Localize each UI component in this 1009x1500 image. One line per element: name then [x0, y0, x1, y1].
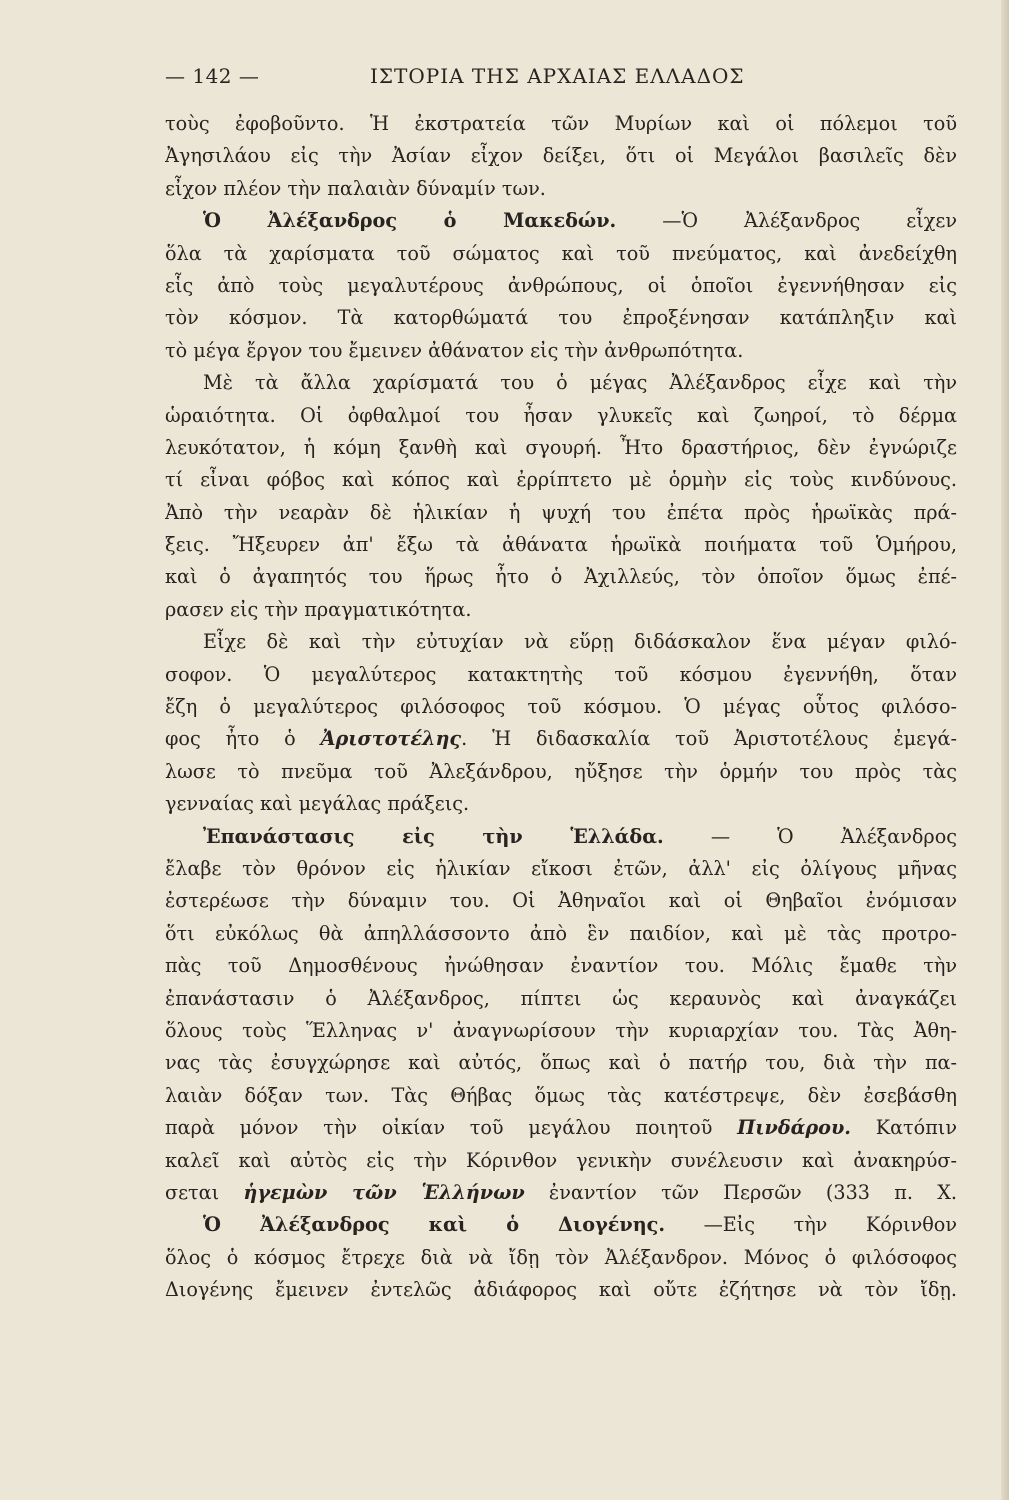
text-line: καλεῖ καὶ αὐτὸς εἰς τὴν Κόρινθον γενικὴν συνέλευσιν καὶ ἀνακηρύσ- — [165, 1148, 957, 1172]
running-title: ΙΣΤΟΡΙΑ ΤΗΣ ΑΡΧΑΙΑΣ ΕΛΛΑΔΟΣ — [370, 64, 745, 88]
text-line: Ἀγησιλάου εἰς τὴν Ἀσίαν εἶχον δείξει, ὅτι οἱ Μεγάλοι βασιλεῖς δὲν — [165, 144, 957, 168]
text-run: —Ὁ Ἀλέξανδρος εἶχεν — [662, 209, 957, 233]
section-heading: Ἐπανάστασις εἰς τὴν Ἑλλάδα. — [203, 824, 664, 848]
text-line: εἶχον πλέον τὴν παλαιὰν δύναμίν των. — [165, 176, 546, 200]
text-line: λωσε τὸ πνεῦμα τοῦ Ἀλεξάνδρου, ηὔξησε τὴν ὁρμήν του πρὸς τὰς — [165, 759, 957, 783]
text-line: ὅτι εὐκόλως θὰ ἀπηλλάσσοντο ἀπὸ ἓν παιδίον, καὶ μὲ τὰς προτρο- — [165, 921, 957, 945]
text-run: ἐναντίον τῶν Περσῶν (333 π. Χ. — [524, 1180, 957, 1204]
text-run: σεται — [165, 1180, 244, 1204]
section-line — [165, 821, 957, 853]
section-line — [165, 205, 957, 237]
text-line: γενναίας καὶ μεγάλας πράξεις. — [165, 792, 470, 816]
text-line — [165, 1177, 957, 1209]
text-run: —Εἰς τὴν Κόρινθον — [703, 1213, 957, 1237]
text-line: Διογένης ἔμεινεν ἐντελῶς ἀδιάφορος καὶ οὔτε ἐζήτησε νὰ τὸν ἴδῃ. — [165, 1278, 957, 1302]
text-line: Ἀπὸ τὴν νεαρὰν δὲ ἡλικίαν ἡ ψυχή του ἐπέτα πρὸς ἡρωϊκὰς πρά- — [165, 500, 957, 524]
text-line: τοὺς ἐφοβοῦντο. Ἡ ἐκστρατεία τῶν Μυρίων καὶ οἱ πόλεμοι τοῦ — [165, 112, 957, 135]
page-number: — 142 — — [165, 64, 260, 88]
section-line — [165, 1209, 957, 1241]
text-line: τί εἶναι φόβος καὶ κόπος καὶ ἐρρίπτετο μὲ ὁρμὴν εἰς τοὺς κινδύνους. — [165, 468, 957, 492]
text-line: ὅλα τὰ χαρίσματα τοῦ σώματος καὶ τοῦ πνεύματος, καὶ ἀνεδείχθη — [165, 241, 957, 265]
emphasized-name: Πινδάρου. — [737, 1116, 851, 1140]
text-line: τὸν κόσμον. Τὰ κατορθώματά του ἐπροξένησαν κατάπληξιν καὶ — [165, 306, 957, 330]
text-run: φος ἦτο ὁ — [165, 727, 321, 751]
section-heading: Ὁ Ἀλέξανδρος ὁ Μακεδών. — [203, 209, 617, 233]
text-line: τὸ μέγα ἔργον του ἔμεινεν ἀθάνατον εἰς τὴν ἀνθρωπότητα. — [165, 338, 744, 362]
text-line: ἔλαβε τὸν θρόνον εἰς ἡλικίαν εἴκοσι ἐτῶν, ἀλλ' εἰς ὀλίγους μῆνας — [165, 856, 957, 880]
emphasized-name: ἡγεμὼν τῶν Ἑλλήνων — [243, 1180, 525, 1204]
text-line: σοφον. Ὁ μεγαλύτερος κατακτητὴς τοῦ κόσμου ἐγεννήθη, ὅταν — [165, 662, 957, 686]
text-line: Εἶχε δὲ καὶ τὴν εὐτυχίαν νὰ εὕρῃ διδάσκαλον ἕνα μέγαν φιλό- — [203, 630, 957, 654]
body-text — [165, 108, 957, 1306]
text-run: — Ὁ Ἀλέξανδρος — [710, 824, 957, 848]
text-line: ὅλους τοὺς Ἕλληνας ν' ἀναγνωρίσουν τὴν κυριαρχίαν του. Τὰς Ἀθη- — [165, 1018, 957, 1042]
text-line: ξεις. Ἤξευρεν ἀπ' ἔξω τὰ ἀθάνατα ἡρωϊκὰ ποιήματα τοῦ Ὁμήρου, — [165, 533, 957, 557]
text-line: λευκότατον, ἡ κόμη ξανθὴ καὶ σγουρή. Ἦτο δραστήριος, δὲν ἐγνώριζε — [165, 435, 957, 459]
text-line — [165, 1112, 957, 1144]
text-line: ἐπανάστασιν ὁ Ἀλέξανδρος, πίπτει ὡς κεραυνὸς καὶ ἀναγκάζει — [165, 986, 957, 1010]
text-line: ἐστερέωσε τὴν δύναμιν του. Οἱ Ἀθηναῖοι καὶ οἱ Θηβαῖοι ἐνόμισαν — [165, 889, 957, 913]
text-run: . Ἡ διδασκαλία τοῦ Ἀριστοτέλους ἐμεγά- — [461, 727, 957, 751]
text-run: Κατόπιν — [850, 1116, 957, 1140]
text-line: Μὲ τὰ ἄλλα χαρίσματά του ὁ μέγας Ἀλέξανδρος εἶχε καὶ τὴν — [203, 371, 957, 395]
page-edge — [1001, 0, 1009, 1500]
text-line: πὰς τοῦ Δημοσθένους ἠνώθησαν ἐναντίον του. Μόλις ἔμαθε τὴν — [165, 954, 957, 978]
text-line: εἷς ἀπὸ τοὺς μεγαλυτέρους ἀνθρώπους, οἱ ὁποῖοι ἐγεννήθησαν εἰς — [165, 273, 957, 297]
text-line: ρασεν εἰς τὴν πραγματικότητα. — [165, 597, 472, 621]
emphasized-name: Ἀριστοτέλης — [320, 727, 462, 751]
text-line: ἔζη ὁ μεγαλύτερος φιλόσοφος τοῦ κόσμου. Ὁ μέγας οὗτος φιλόσο- — [165, 695, 957, 719]
text-line: νας τὰς ἐσυγχώρησε καὶ αὐτός, ὅπως καὶ ὁ πατήρ του, διὰ τὴν πα- — [165, 1051, 957, 1075]
text-line — [165, 723, 957, 755]
text-line: καὶ ὁ ἀγαπητός του ἥρως ἦτο ὁ Ἀχιλλεύς, τὸν ὁποῖον ὅμως ἐπέ- — [165, 565, 957, 589]
text-line: ὅλος ὁ κόσμος ἔτρεχε διὰ νὰ ἴδῃ τὸν Ἀλέξανδρον. Μόνος ὁ φιλόσοφος — [165, 1245, 957, 1269]
section-heading: Ὁ Ἀλέξανδρος καὶ ὁ Διογένης. — [203, 1213, 666, 1237]
running-header — [165, 64, 805, 94]
text-run: παρὰ μόνον τὴν οἰκίαν τοῦ μεγάλου ποιητοῦ — [165, 1116, 738, 1140]
text-line: λαιὰν δόξαν των. Τὰς Θήβας ὅμως τὰς κατέστρεψε, δὲν ἐσεβάσθη — [165, 1083, 957, 1107]
text-line: ὡραιότητα. Οἱ ὀφθαλμοί του ἦσαν γλυκεῖς καὶ ζωηροί, τὸ δέρμα — [165, 403, 957, 427]
